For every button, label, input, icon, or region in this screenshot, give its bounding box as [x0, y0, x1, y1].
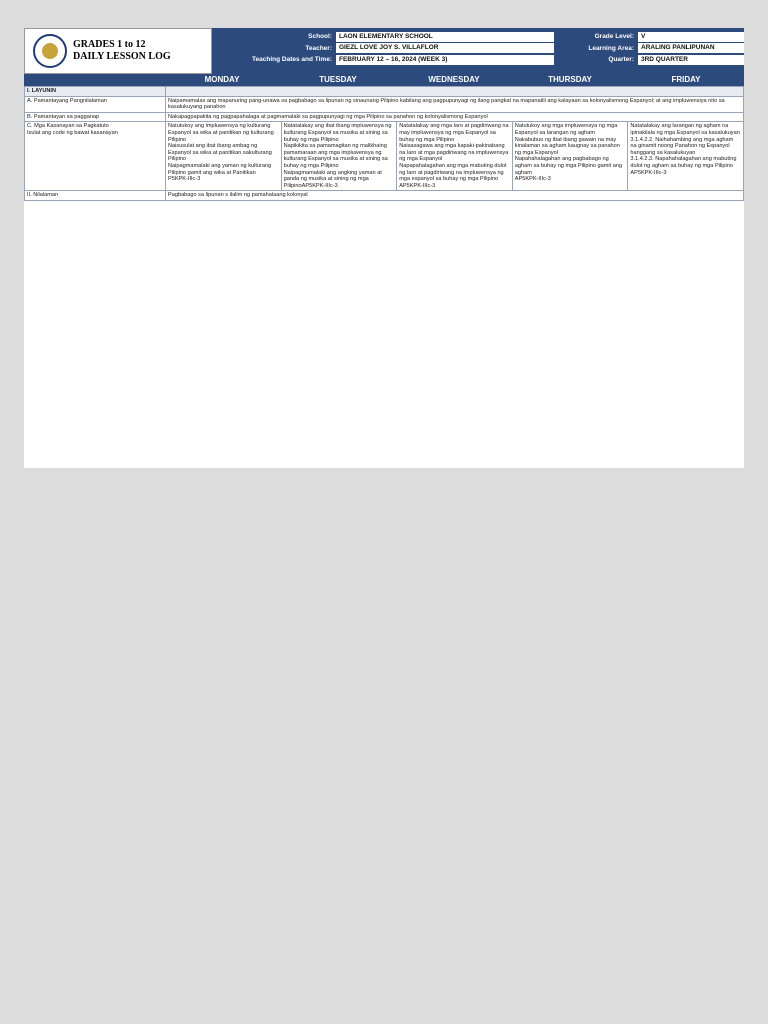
row-label-a: A. Pamantayang Pangnilalaman [25, 96, 166, 112]
area-label: Learning Area: [588, 44, 634, 52]
row-c-thursday: Natutukoy ang mga impluwensya ng mga Espanyol sa larangan ng agham Nakabubuo ng ibat ibang gawain na may kinalaman sa agham kaugnay sa panahon ng mga Espanyol Napahahalagahan ang pagbabago ng agham sa buhay ng mga Pilipino gamit ang agham AP5KPK-IIIc-3 [512, 122, 628, 191]
row-text-b: Nakapagpapakita ng pagpapahalaga at pagmamalaki sa pagpupunyagi ng mga Pilipino sa panahon ng kolonyalismong Espanyol [166, 112, 744, 122]
row-c-friday: Natatalakay ang larangan ng agham na ipinakilala ng mga Espanyol sa kasalukuyan 3.1.4.2.2. Naihahambing ang mga agham na ginamit noong Panahon ng Espanyol hanggang sa kasalukuyan 3.1.4.2.3. Napahahalagahan ang mabuting dulot ng agham sa buhay ng mga Pilipino AP5KPK-IIIc-3 [628, 122, 744, 191]
row-c-tuesday: Natatalakay ang ibat ibang impluwensya ng kulturang Espanyol sa musika at sining sa buhay ng mga Pilipino Napikikita sa pamamagitan ng malikhaing pamamaraan ang mga impluwensya ng kulturang Espanyol sa musika at sining sa buhay ng mga Pilipino Naipagmamalaki ang angking yaman at ganda ng musika at sining ng mga PilipinoAP5KPK-IIIc-3 [281, 122, 397, 191]
teacher-label: Teacher: [305, 44, 332, 52]
area-value: ARALING PANLIPUNAN [638, 43, 744, 53]
title-line-2: DAILY LESSON LOG [73, 51, 171, 62]
school-value: LAON ELEMENTARY SCHOOL [336, 32, 554, 42]
header-left [24, 28, 212, 74]
row-label-b: B. Pamantayan sa pagganap [25, 112, 166, 122]
header-info [212, 28, 744, 74]
day-header-blank [24, 74, 164, 86]
dates-label: Teaching Dates and Time: [252, 56, 332, 64]
lesson-log-page-1 [24, 28, 744, 468]
row-c-wednesday: Natatalakay ang mga laro at pagdiriwang na may impluwensya ng mga Espanyol sa buhay ng mga Pilipino Naisasagawa ang mga kapaki-pakinabang na laro at mga pagdiriwang na impluwensya ng mga Espanyol Napapahalagahan ang mga mabuting dulot ng laro at pagdiriwang na impluwensya ng mga espanyol sa buhay ng mga Pilipino AP5KPK-IIIc-3 [397, 122, 513, 191]
title-line-1: GRADES 1 to 12 [73, 39, 146, 50]
header [24, 28, 744, 74]
quarter-label: Quarter: [608, 56, 634, 64]
day-tuesday: TUESDAY [319, 75, 357, 84]
grade-label: Grade Level: [594, 33, 634, 41]
day-header [24, 74, 744, 86]
lesson-table [24, 86, 744, 201]
day-monday: MONDAY [204, 75, 240, 84]
school-label: School: [308, 33, 332, 41]
teacher-value: GIEZL LOVE JOY S. VILLAFLOR [336, 43, 554, 53]
deped-seal-icon [33, 34, 67, 68]
row-c-monday: Natutukoy ang impluwensya ng kulturang Espanyol sa wika at panitikan ng kulturang Pilipino Naisusulat ang ibat ibang ambag ng Espanyol sa wika at panitikan sakulturang Pilipino Naipagmamalaki ang yaman ng kulturang Pilipino gamit ang wika at Panitikan P5KPK-IIIc-3 [166, 122, 282, 191]
row-text-nilalaman: Pagbabago sa lipunan s ilalim ng pamahalaang kolonyal [166, 191, 744, 201]
row-label-nilalaman: II. Nilalaman [25, 191, 166, 201]
section-layunin: I. LAYUNIN [25, 87, 166, 97]
row-text-a: Naipamamalas ang mapanuring pang-unawa sa pagbabago sa lipunan ng sinaunang Pilipino kabilang ang pagpupunyagi ng ilang pangkat na mapanatili ang kalayaan sa kolonyalismong Espanyol; at ang impluwensiya nito sa kasalukuyang panahon [166, 96, 744, 112]
day-friday: FRIDAY [671, 75, 701, 84]
day-thursday: THURSDAY [548, 75, 592, 84]
grade-value: V [638, 32, 744, 42]
dates-value: FEBRUARY 12 – 16, 2024 (WEEK 3) [336, 55, 554, 65]
quarter-value: 3RD QUARTER [638, 55, 744, 65]
day-wednesday: WEDNESDAY [428, 75, 480, 84]
document-title [73, 39, 171, 63]
row-label-c: C. Mga Kasanayan sa Pagkatuto Isulat ang code ng bawat kasanayan [25, 122, 166, 191]
section-layunin-fill [166, 87, 744, 97]
